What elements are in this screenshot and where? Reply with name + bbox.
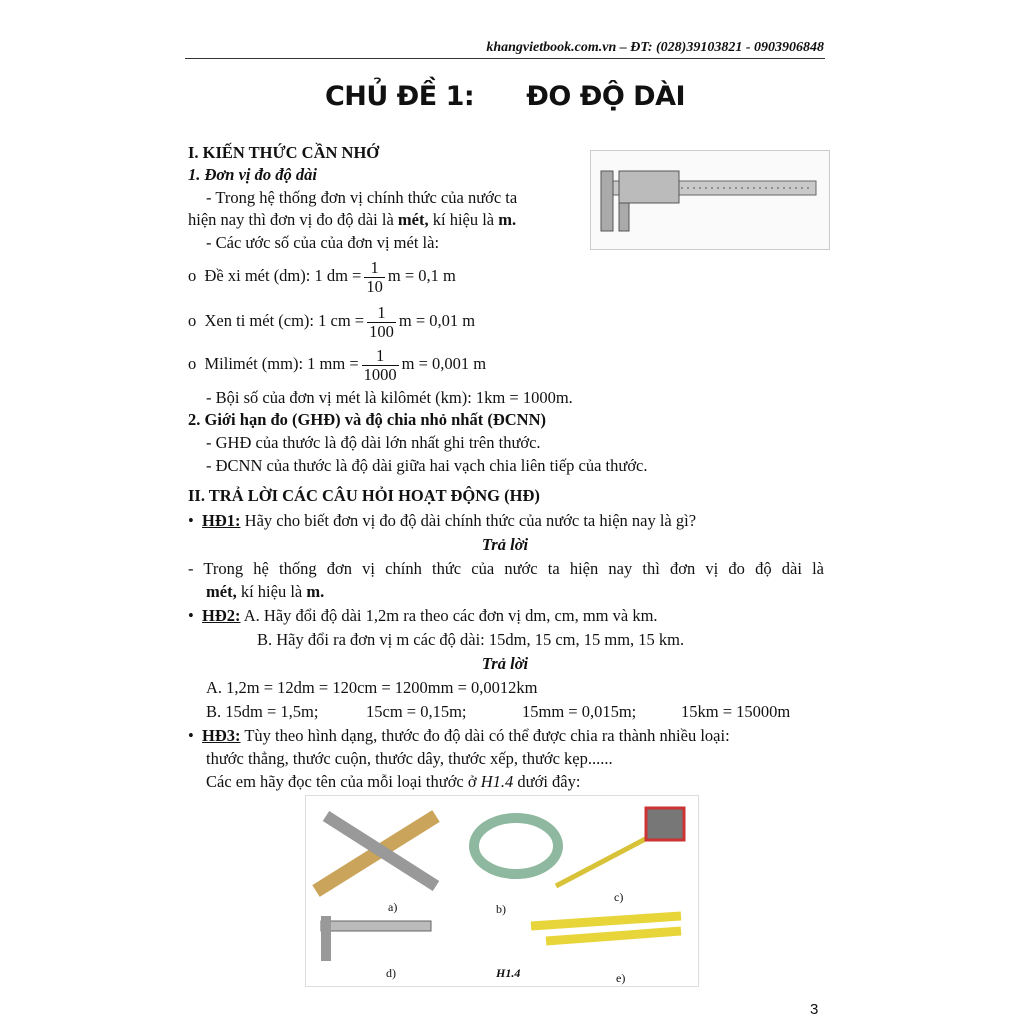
unit-mm: o Milimét (mm): 1 mm = $\frac{1}{1000}$ m = 0,001 m (188, 345, 487, 384)
figure-label-b: b) (496, 902, 506, 916)
hd2-answer-b-3: 15mm = 0,015m; (522, 702, 637, 721)
title-part2: ĐO ĐỘ DÀI (526, 81, 686, 112)
paragraph: - GHĐ của thước là độ dài lớn nhất ghi trên thước. (206, 433, 541, 452)
unit-cm: o Xen ti mét (cm): 1 cm = $\frac{1}{100}$ m = 0,01 m (188, 302, 476, 341)
answer-heading: Trả lời (481, 535, 529, 554)
paragraph: - ĐCNN của thước là độ dài giữa hai vạch chia liên tiếp của thước. (206, 456, 648, 475)
hd1-answer-cont: mét, kí hiệu là m. (206, 582, 325, 601)
section-1-heading: I. KIẾN THỨC CẦN NHỚ (188, 143, 380, 162)
paragraph: - Bội số của đơn vị mét là kilômét (km): 1km = 1000m. (206, 388, 573, 407)
figure-label-d: d) (386, 966, 396, 980)
paragraph: - Trong hệ thống đơn vị chính thức của nước ta (206, 188, 518, 207)
section-2-heading: II. TRẢ LỜI CÁC CÂU HỎI HOẠT ĐỘNG (HĐ) (188, 486, 540, 505)
figure-label-a: a) (388, 900, 398, 914)
subsection-2-heading: 2. Giới hạn đo (GHĐ) và độ chia nhỏ nhất (ĐCNN) (188, 410, 546, 429)
paragraph: - Các ước số của của đơn vị mét là: (206, 233, 440, 252)
page-number: 3 (810, 1001, 819, 1018)
title-part1: CHỦ ĐỀ 1: (324, 81, 475, 112)
subsection-1-heading: 1. Đơn vị đo độ dài (188, 165, 317, 184)
figure-label-e: e) (616, 971, 626, 985)
hd3-text: thước thẳng, thước cuộn, thước dây, thước xếp, thước kẹp...... (206, 749, 613, 768)
unit-dm: o Đề xi mét (dm): 1 dm = $\frac{1}{10}$ m = 0,1 m (188, 257, 456, 296)
page-header: khangvietbook.com.vn – ĐT: (028)39103821 - 0903906848 (486, 40, 824, 55)
hd1-question: • HĐ1: Hãy cho biết đơn vị đo độ dài chính thức của nước ta hiện nay là gì? (188, 511, 697, 530)
vernier-caliper-image (590, 150, 830, 250)
hd2-answer-b-1: B. 15dm = 1,5m; (206, 702, 319, 721)
figure-caption: H1.4 (496, 966, 521, 980)
answer-heading: Trả lời (481, 654, 529, 673)
hd3-question: • HĐ3: Tùy theo hình dạng, thước đo độ dài có thể được chia ra thành nhiều loại: (188, 726, 730, 745)
rulers-figure (305, 795, 699, 987)
hd2-question-b: B. Hãy đổi ra đơn vị m các độ dài: 15dm, 15 cm, 15 mm, 15 km. (257, 630, 685, 649)
page-title (0, 80, 1010, 114)
hd1-answer: - Trong hệ thống đơn vị chính thức của nước ta hiện nay thì đơn vị đo độ dài là (188, 559, 824, 578)
figure-label-c: c) (614, 890, 624, 904)
hd2-answer-b-4: 15km = 15000m (681, 702, 791, 721)
header-rule (185, 58, 825, 59)
hd2-answer-a: A. 1,2m = 12dm = 120cm = 1200mm = 0,0012km (206, 678, 538, 697)
hd3-text: Các em hãy đọc tên của mỗi loại thước ở H1.4 dưới đây: (206, 772, 581, 791)
hd2-answer-b-2: 15cm = 0,15m; (366, 702, 467, 721)
paragraph: hiện nay thì đơn vị đo độ dài là mét, kí hiệu là m. (188, 210, 517, 229)
hd2-question-a: • HĐ2: A. Hãy đổi độ dài 1,2m ra theo các đơn vị dm, cm, mm và km. (188, 606, 658, 625)
